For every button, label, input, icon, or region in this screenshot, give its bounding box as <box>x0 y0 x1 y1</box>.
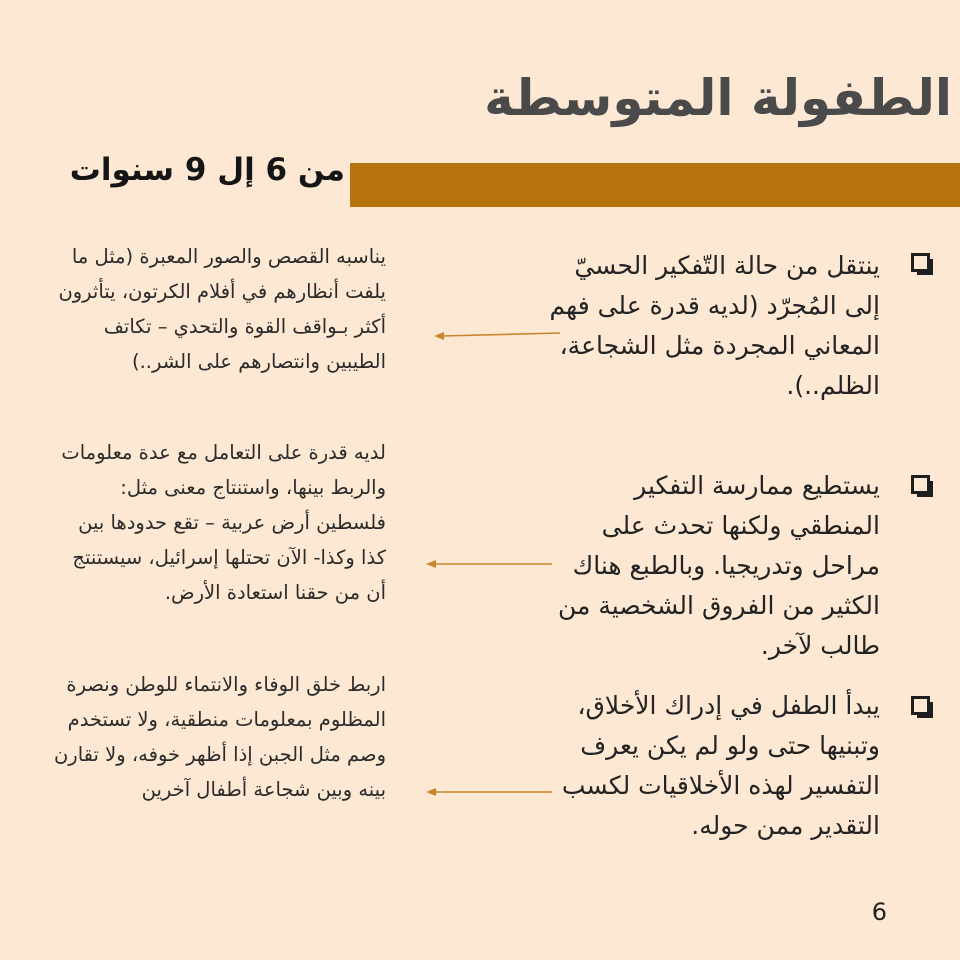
page-number: 6 <box>871 898 887 926</box>
left-arrow-icon <box>424 784 554 800</box>
title-band <box>350 163 960 207</box>
bullet-note: يناسبه القصص والصور المعبرة (مثل ما يلفت أنظارهم في أفلام الكرتون، يتأثرون أكثر بـواقف القوة والتحدي – تكاتف الطيبين وانتصارهم على الشر..) <box>58 245 386 373</box>
left-arrow-icon <box>432 326 562 342</box>
bullet-note: لديه قدرة على التعامل مع عدة معلومات والربط بينها، واستنتاج معنى مثل: فلسطين أرض عربية – تقع حدودها بين كذا وكذا- الآن تحتلها إسرائيل، سيستنتج أن من حقنا استعادة الأرض. <box>61 441 386 604</box>
left-arrow-icon <box>424 556 554 572</box>
bullet-text: يبدأ الطفل في إدراك الأخلاق، وتبنيها حتى ولو لم يكن يعرف التفسير لهذه الأخلاقيات لكسب التقدير ممن حوله. <box>561 691 880 840</box>
checkbox-bullet-icon <box>911 475 930 494</box>
bullet-note: اربط خلق الوفاء والانتماء للوطن ونصرة المظلوم بمعلومات منطقية، ولا تستخدم وصم مثل الجبن إذا أظهر خوفه، ولا تقارن بينه وبين شجاعة أطفال آخرين <box>53 673 386 801</box>
bullet-text: ينتقل من حالة التّفكير الحسيّ إلى المُجرّد (لديه قدرة على فهم المعاني المجردة مثل الشجاعة، الظلم..). <box>549 251 880 400</box>
bullet-text: يستطيع ممارسة التفكير المنطقي ولكنها تحدث على مراحل وتدريجيا. وبالطبع هناك الكثير من الفروق الشخصية من طالب لآخر. <box>558 471 880 660</box>
checkbox-bullet-icon <box>911 696 930 715</box>
age-range-subtitle: من 6 إل 9 سنوات <box>69 152 345 188</box>
checkbox-bullet-icon <box>911 253 930 272</box>
page-title: الطفولة المتوسطة <box>484 69 952 127</box>
